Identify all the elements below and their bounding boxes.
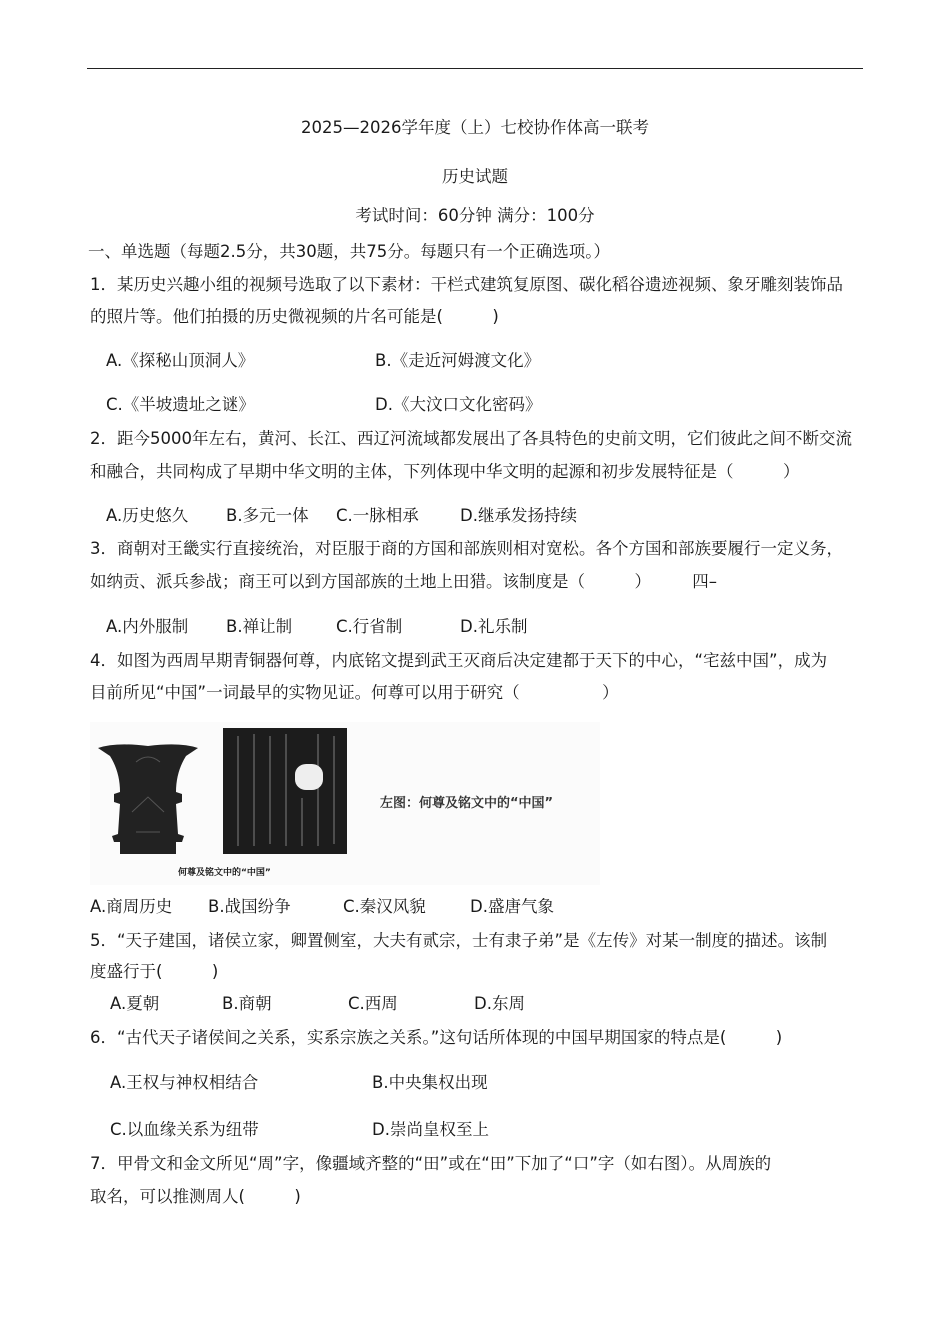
q5-option-a: A.夏朝 <box>110 994 160 1013</box>
q1-option-b: B.《走近河姆渡文化》 <box>375 351 541 370</box>
section-heading: 一、单选题（每题2.5分，共30题，共75分。每题只有一个正确选项。） <box>88 242 610 261</box>
figure-caption: 左图：何尊及铭文中的“中国” <box>380 796 554 811</box>
question-2-line-2: 和融合，共同构成了早期中华文明的主体，下列体现中华文明的起源和初步发展特征是（ ） <box>90 462 800 481</box>
q2-option-c: C.一脉相承 <box>336 506 419 525</box>
q3-option-b: B.禅让制 <box>226 617 293 636</box>
q2-option-a: A.历史悠久 <box>106 506 189 525</box>
question-1-line-2: 的照片等。他们拍摄的历史微视频的片名可能是( ) <box>90 307 499 326</box>
bronze-vessel-image <box>96 742 200 857</box>
question-5-line-2: 度盛行于( ) <box>90 962 219 981</box>
q1-option-a: A.《探秘山顶洞人》 <box>106 351 255 370</box>
q6-option-b: B.中央集权出现 <box>372 1073 488 1092</box>
question-3-line-2: 如纳贡、派兵参战；商王可以到方国部族的土地上田猎。该制度是（ ） 四– <box>90 572 717 591</box>
question-4-line-2: 目前所见“中国”一词最早的实物见证。何尊可以用于研究（ ） <box>90 683 619 702</box>
inscription-rubbing-image <box>223 728 347 854</box>
question-4-line-1: 4．如图为西周早期青铜器何尊，内底铭文提到武王灭商后决定建都于天下的中心，“宅兹中国”，成为 <box>90 651 828 670</box>
q6-option-c: C.以血缘关系为纽带 <box>110 1120 259 1139</box>
q6-option-d: D.崇尚皇权至上 <box>372 1120 489 1139</box>
q4-option-b: B.战国纷争 <box>208 897 291 916</box>
q3-option-d: D.礼乐制 <box>460 617 528 636</box>
question-6-line-1: 6．“古代天子诸侯间之关系，实系宗族之关系。”这句话所体现的中国早期国家的特点是( ) <box>90 1028 783 1047</box>
question-1-line-1: 1．某历史兴趣小组的视频号选取了以下素材：干栏式建筑复原图、碳化稻谷遗迹视频、象牙雕刻装饰品 <box>90 275 843 294</box>
subject-title: 历史试题 <box>442 167 508 186</box>
question-7-line-2: 取名，可以推测周人( ) <box>90 1187 301 1206</box>
question-5-line-1: 5．“天子建国，诸侯立家，卿置侧室，大夫有贰宗，士有隶子弟”是《左传》对某一制度的描述。该制 <box>90 931 828 950</box>
q4-option-d: D.盛唐气象 <box>470 897 554 916</box>
q2-option-b: B.多元一体 <box>226 506 309 525</box>
he-zun-figure <box>90 722 600 885</box>
header-rule <box>87 68 863 69</box>
q4-option-a: A.商周历史 <box>90 897 173 916</box>
q3-option-c: C.行省制 <box>336 617 403 636</box>
question-3-line-1: 3．商朝对王畿实行直接统治，对臣服于商的方国和部族则相对宽松。各个方国和部族要履行一定义务， <box>90 539 843 558</box>
q1-option-d: D.《大汶口文化密码》 <box>375 395 542 414</box>
q1-option-c: C.《半坡遗址之谜》 <box>106 395 255 414</box>
q3-option-a: A.内外服制 <box>106 617 189 636</box>
exam-title: 2025—2026学年度（上）七校协作体高一联考 <box>301 118 649 137</box>
q5-option-b: B.商朝 <box>222 994 272 1013</box>
q5-option-c: C.西周 <box>348 994 398 1013</box>
figure-caption-small: 何尊及铭文中的“中国” <box>178 868 271 878</box>
exam-info: 考试时间：60分钟 满分：100分 <box>355 206 595 225</box>
q5-option-d: D.东周 <box>474 994 525 1013</box>
question-7-line-1: 7．甲骨文和金文所见“周”字，像疆域齐整的“田”或在“田”下加了“口”字（如右图）。从周族的 <box>90 1154 772 1173</box>
question-2-line-1: 2．距今5000年左右，黄河、长江、西辽河流域都发展出了各具特色的史前文明，它们彼此之间不断交流 <box>90 429 852 448</box>
q4-option-c: C.秦汉风貌 <box>343 897 426 916</box>
q2-option-d: D.继承发扬持续 <box>460 506 577 525</box>
q6-option-a: A.王权与神权相结合 <box>110 1073 259 1092</box>
